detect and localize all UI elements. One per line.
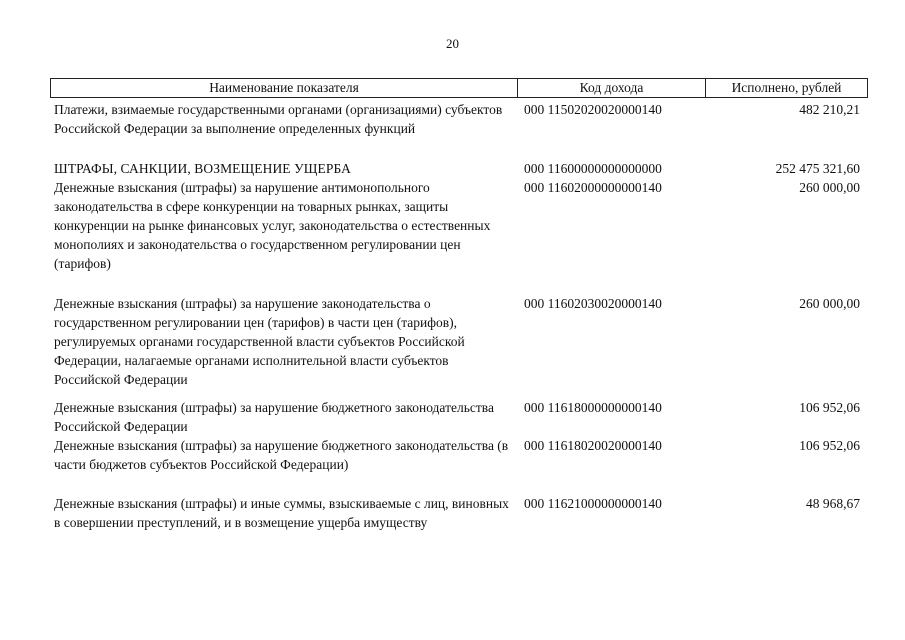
row-amount: 106 952,06 [799, 400, 860, 415]
table-header [50, 78, 868, 98]
row-amount: 260 000,00 [799, 296, 860, 311]
row-name: Денежные взыскания (штрафы) за нарушение бюджетного законодательства (в части бюджетов субъектов Российской Федерации) [54, 438, 509, 472]
row-name: ШТРАФЫ, САНКЦИИ, ВОЗМЕЩЕНИЕ УЩЕРБА [54, 161, 351, 176]
page-number: 20 [446, 36, 459, 51]
header-name: Наименование показателя [51, 79, 518, 97]
header-amount: Исполнено, рублей [731, 80, 842, 95]
row-code: 000 11602030020000140 [524, 296, 662, 311]
row-code: 000 11618000000000140 [524, 400, 662, 415]
row-name: Денежные взыскания (штрафы) и иные суммы, взыскиваемые с лиц, виновных в совершении преступлений, и в возмещение ущерба имуществу [54, 496, 509, 530]
row-code: 000 11602000000000140 [524, 180, 662, 195]
header-code: Код дохода [518, 79, 706, 97]
row-name: Денежные взыскания (штрафы) за нарушение антимонопольного законодательства в сфере конкуренции на товарных рынках, защиты конкуренции на рынке финансовых услуг, законодательства о естественных монополиях и законодательства о государственном регулировании цен (тарифов) [54, 180, 491, 271]
row-amount: 252 475 321,60 [775, 161, 860, 176]
row-name: Платежи, взимаемые государственными органами (организациями) субъектов Российской Федерации за выполнение определенных функций [54, 102, 503, 136]
row-code: 000 11600000000000000 [524, 161, 662, 176]
row-code: 000 11621000000000140 [524, 496, 662, 511]
row-code: 000 11618020020000140 [524, 438, 662, 453]
row-name: Денежные взыскания (штрафы) за нарушение бюджетного законодательства Российской Федерации [54, 400, 494, 434]
row-name: Денежные взыскания (штрафы) за нарушение законодательства о государственном регулировании цен (тарифов) в части цен (тарифов), регулируемых органами государственной власти субъектов Российской Федерации, налагаемые органами исполнительной власти субъектов Российской Федерации [54, 296, 465, 387]
row-amount: 482 210,21 [799, 102, 860, 117]
row-amount: 106 952,06 [799, 438, 860, 453]
row-amount: 260 000,00 [799, 180, 860, 195]
row-code: 000 11502020020000140 [524, 102, 662, 117]
row-amount: 48 968,67 [806, 496, 860, 511]
